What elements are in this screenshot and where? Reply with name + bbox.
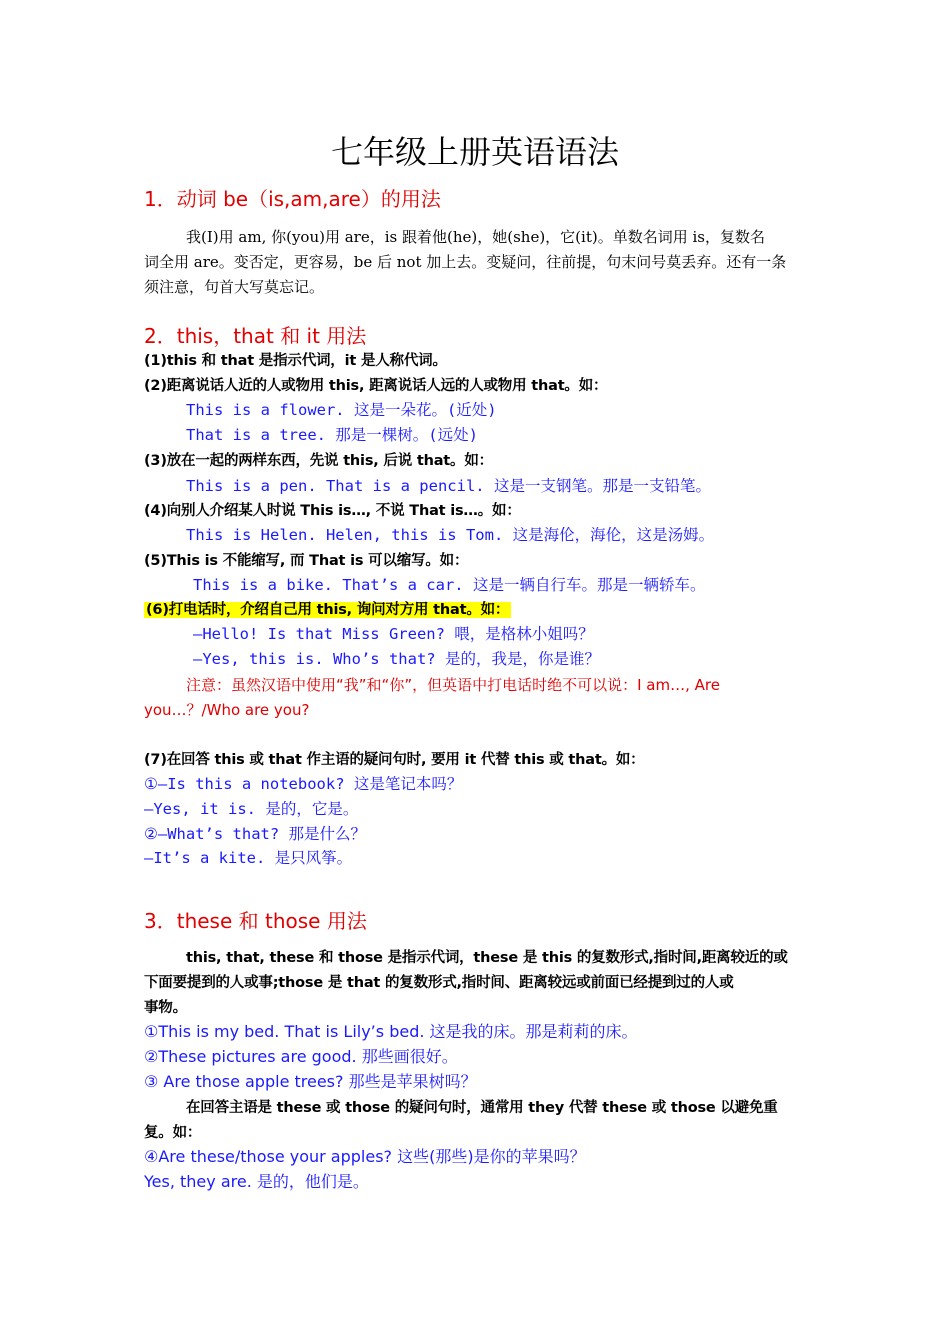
section-1-heading: 1．动词 be（is,am,are）的用法: [144, 187, 441, 211]
section-3-example-4: ④Are these/those your apples? 这些(那些)是你的苹果吗？: [144, 1147, 586, 1166]
section-2-point-5: (5)This is 不能缩写, 而 That is 可以缩写。如：: [144, 553, 469, 569]
section-1-para-line-1: 我(I)用 am, 你(you)用 are，is 跟着他(he)，她(she)，它(it)。单数名词用 is，复数名: [186, 228, 765, 246]
example-6b: —Yes, this is. Who’s that? 是的，我是，你是谁？: [193, 650, 600, 668]
section-2-heading: 2．this，that 和 it 用法: [144, 324, 367, 348]
page-title: 七年级上册英语语法: [330, 133, 619, 171]
example-7d: —It’s a kite. 是只风筝。: [144, 849, 353, 867]
example-5: This is a bike. That’s a car. 这是一辆自行车。那是一辆轿车。: [193, 576, 706, 594]
section-3-para1-line-1: this, that, these 和 those 是指示代词，these 是 this 的复数形式,指时间,距离较近的或: [186, 950, 788, 966]
section-1-para-line-2: 词全用 are。变否定，更容易，be 后 not 加上去。变疑问，往前提，句末问号莫丢弃。还有一条: [144, 253, 787, 271]
section-2-point-7: (7)在回答 this 或 that 作主语的疑问句时, 要用 it 代替 this 或 that。如：: [144, 752, 645, 768]
section-2-point-6-highlighted: [144, 600, 511, 620]
example-4: This is Helen. Helen, this is Tom. 这是海伦，海伦，这是汤姆。: [186, 526, 715, 544]
example-7c: ②—What’s that? 那是什么？: [144, 825, 367, 843]
section-2-point-1: (1)this 和 that 是指示代词，it 是人称代词。: [144, 353, 447, 369]
section-2-point-4: (4)向别人介绍某人时说 This is…, 不说 That is…。如：: [144, 503, 521, 519]
section-2-point-3: (3)放在一起的两样东西，先说 this, 后说 that。如：: [144, 453, 493, 469]
section-2-point-2: (2)距离说话人近的人或物用 this, 距离说话人远的人或物用 that。如：: [144, 378, 608, 394]
section-1-para-line-3: 须注意，句首大写莫忘记。: [144, 278, 325, 296]
section-3-heading: 3．these 和 those 用法: [144, 909, 367, 933]
section-3-para1-line-2: 下面要提到的人或事;those 是 that 的复数形式,指时间、距离较远或前面已经提到过的人或: [144, 975, 734, 991]
section-3-example-1: ①This is my bed. That is Lily’s bed. 这是我的床。那是莉莉的床。: [144, 1022, 638, 1041]
highlight-mark: (6)打电话时，介绍自己用 this, 询问对方用 that。如：: [146, 602, 510, 618]
section-3-para2-line-2: 复。如：: [144, 1125, 202, 1141]
example-7a: ①—Is this a notebook? 这是笔记本吗？: [144, 775, 463, 793]
example-2a: This is a flower. 这是一朵花。(近处): [186, 401, 497, 419]
section-3-para2-line-1: 在回答主语是 these 或 those 的疑问句时，通常用 they 代替 these 或 those 以避免重: [186, 1100, 778, 1116]
section-3-example-5: Yes, they are. 是的，他们是。: [144, 1172, 369, 1191]
section-3-para1-line-3: 事物。: [144, 1000, 187, 1016]
example-3: This is a pen. That is a pencil. 这是一支钢笔。那是一支铅笔。: [186, 477, 711, 495]
note-line-2: you…？/Who are you?: [144, 701, 310, 719]
example-7b: —Yes, it is. 是的，它是。: [144, 800, 359, 818]
example-6a: —Hello! Is that Miss Green? 喂，是格林小姐吗？: [193, 625, 594, 643]
example-2b: That is a tree. 那是一棵树。(远处): [186, 426, 478, 444]
note-line-1: 注意：虽然汉语中使用“我”和“你”，但英语中打电话时绝不可以说：I am…, Are: [186, 676, 720, 694]
section-3-example-2: ②These pictures are good. 那些画很好。: [144, 1047, 458, 1066]
section-3-example-3: ③ Are those apple trees? 那些是苹果树吗？: [144, 1072, 477, 1091]
